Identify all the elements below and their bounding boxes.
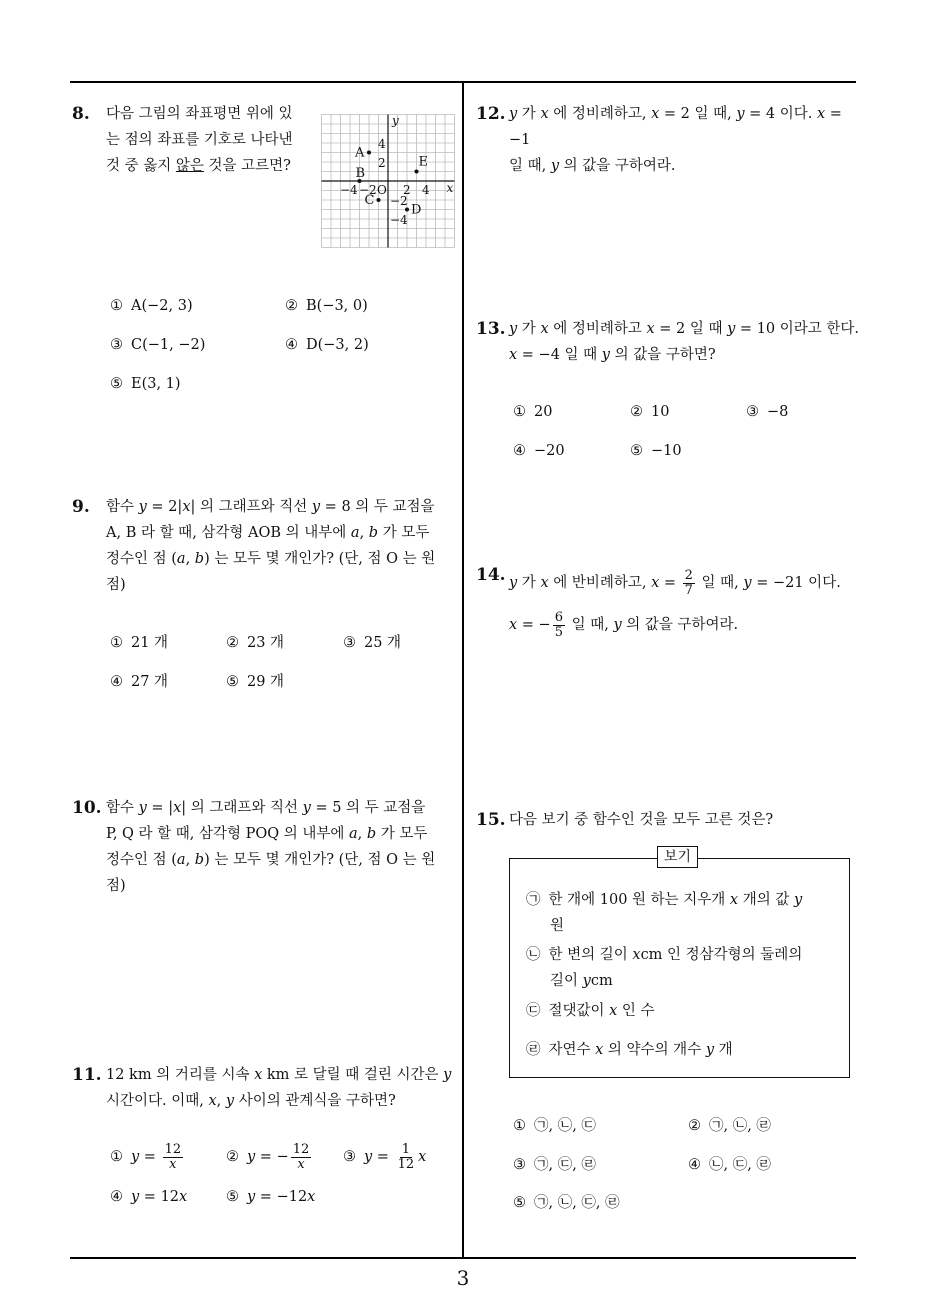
option-1[interactable]: ① 21 개 [110,635,169,651]
example-item-1: ㉠ 한 개에 100 원 하는 지우개 x 개의 값 y 원 [526,892,803,934]
question-text: 함수 y = 2|x| 의 그래프와 직선 y = 8 의 두 교점을 A, B 라 할 때, 삼각형 AOB 의 내부에 a, b 가 모두 정수인 점 (a, b) 는 모두 몇 개인가? (단, 점 O 는 원 점) [106,499,436,593]
option-1[interactable]: ① ㉠, ㉡, ㉢ [513,1118,596,1134]
option-3[interactable]: ③ ㉠, ㉢, ㉣ [513,1157,596,1173]
question-text: y 가 x 에 정비례하고, x = 2 일 때, y = 4 이다. x = −1 일 때, y 의 값을 구하여라. [509,106,842,174]
option-2[interactable]: ② B(−3, 0) [285,298,368,314]
x-tick-label: −4 [340,183,358,197]
option-4[interactable]: ④ y = 12x [110,1189,188,1205]
point-label-A: A [355,145,365,161]
option-5[interactable]: ⑤ y = −12x [226,1189,316,1205]
point-E [415,170,419,174]
point-label-D: D [411,202,422,218]
question-number: 8. [72,104,90,124]
point-label-E: E [418,154,428,170]
x-axis-label: x [446,181,454,195]
option-2[interactable]: ② 10 [630,404,670,420]
question-number: 15. [476,810,506,830]
y-tick-label: 4 [378,137,386,151]
option-3[interactable]: ③ 25 개 [343,635,402,651]
option-4[interactable]: ④ ㉡, ㉢, ㉣ [688,1157,771,1173]
x-tick-label: 2 [403,183,411,197]
question-text: 12 km 의 거리를 시속 x km 로 달릴 때 걸린 시간은 y 시간이다. 이때, x, y 사이의 관계식을 구하면? [106,1067,452,1109]
question-text: 다음 보기 중 함수인 것을 모두 고른 것은? [509,812,774,828]
option-4[interactable]: ④ 27 개 [110,674,169,690]
x-tick-label: 4 [422,183,430,197]
point-C [377,198,381,202]
question-number: 12. [476,104,506,124]
option-4[interactable]: ④ −20 [513,443,565,459]
option-3[interactable]: ③ y = $\frac{1}{12}$ x [343,1141,427,1172]
point-label-C: C [364,193,375,208]
question-number: 14. [476,565,506,585]
point-label-B: B [355,166,366,181]
y-axis-label: y [392,113,399,128]
question-line-1: y 가 x 에 반비례하고, x = $\frac{2}{7}$ 일 때, y = −21 이다. [509,567,841,598]
option-5[interactable]: ⑤ E(3, 1) [110,376,181,392]
x-tick-label: −2 [359,183,377,197]
option-5[interactable]: ⑤ ㉠, ㉡, ㉢, ㉣ [513,1195,620,1211]
option-2[interactable]: ② 23 개 [226,635,285,651]
question-number: 9. [72,497,90,517]
option-2[interactable]: ② y = − $\frac{12}{x}$ [226,1141,310,1172]
option-1[interactable]: ① y = $\frac{12}{x}$ [110,1141,182,1172]
option-3[interactable]: ③ C(−1, −2) [110,337,206,353]
example-item-4: ㉣ 자연수 x 의 약수의 개수 y 개 [526,1042,733,1058]
column-divider [462,82,464,1258]
option-3[interactable]: ③ −8 [746,404,789,420]
example-item-2: ㉡ 한 변의 길이 xcm 인 정삼각형의 둘레의 길이 ycm [526,947,803,989]
example-box-label: 보기 [657,846,698,868]
coordinate-plane-figure [318,108,460,250]
option-4[interactable]: ④ D(−3, 2) [285,337,369,353]
y-tick-label: 2 [378,156,386,170]
question-line-2: x = − $\frac{6}{5}$ 일 때, y 의 값을 구하여라. [509,609,739,640]
option-1[interactable]: ① A(−2, 3) [110,298,193,314]
question-text: 다음 그림의 좌표평면 위에 있 는 점의 좌표를 기호로 나타낸 것 중 옳지 않은 것을 고르면? [106,106,293,174]
question-number: 13. [476,319,506,339]
question-number: 11. [72,1065,102,1085]
option-1[interactable]: ① 20 [513,404,553,420]
point-A [367,151,371,155]
option-2[interactable]: ② ㉠, ㉡, ㉣ [688,1118,771,1134]
question-text: 함수 y = |x| 의 그래프와 직선 y = 5 의 두 교점을 P, Q 라 할 때, 삼각형 POQ 의 내부에 a, b 가 모두 정수인 점 (a, b) 는 모두 몇 개인가? (단, 점 O 는 원 점) [106,800,436,894]
option-5[interactable]: ⑤ −10 [630,443,682,459]
example-item-3: ㉢ 절댓값이 x 인 수 [526,1003,655,1019]
question-text [509,566,859,642]
question-number: 10. [72,798,102,818]
bottom-rule [70,1257,856,1259]
y-tick-label: −2 [390,194,408,208]
question-text: y 가 x 에 정비례하고 x = 2 일 때 y = 10 이라고 한다. x = −4 일 때 y 의 값을 구하면? [509,321,860,363]
origin-label: O [377,183,387,197]
y-tick-label: −4 [390,213,408,227]
point-D [405,208,409,212]
option-5[interactable]: ⑤ 29 개 [226,674,285,690]
page-number: 3 [456,1266,470,1290]
